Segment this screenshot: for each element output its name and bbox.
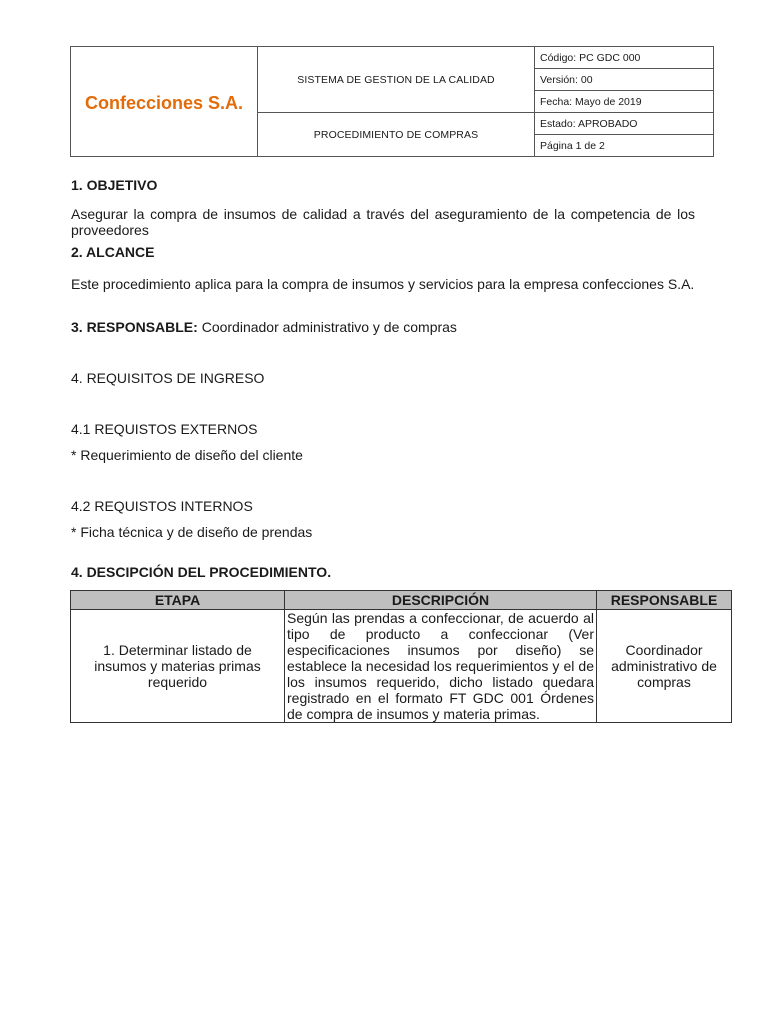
responsable-line — [71, 319, 457, 335]
responsable-cell: Coordinador administrativo de compras — [597, 610, 732, 723]
internos-item: * Ficha técnica y de diseño de prendas — [71, 524, 313, 540]
objetivo-text: Asegurar la compra de insumos de calidad a través del aseguramiento de la competencia de los proveedores — [71, 206, 695, 238]
version-cell: Versión: 00 — [535, 69, 714, 91]
column-header-etapa: ETAPA — [71, 591, 285, 610]
procedure-title: PROCEDIMIENTO DE COMPRAS — [258, 113, 535, 157]
column-header-responsable: RESPONSABLE — [597, 591, 732, 610]
fecha-cell: Fecha: Mayo de 2019 — [535, 91, 714, 113]
alcance-text: Este procedimiento aplica para la compra de insumos y servicios para la empresa confecciones S.A. — [71, 276, 695, 292]
internos-heading: 4.2 REQUISTOS INTERNOS — [71, 498, 253, 514]
responsable-value: Coordinador administrativo y de compras — [197, 319, 457, 335]
estado-cell: Estado: APROBADO — [535, 113, 714, 135]
company-name: Confecciones S.A. — [84, 93, 244, 113]
alcance-heading: 2. ALCANCE — [71, 244, 155, 260]
descripcion-cell: Según las prendas a confeccionar, de acuerdo al tipo de producto a confeccionar (Ver especificaciones insumos por diseño) se establece la necesidad los requerimientos y el de los insumos requerido, dicho listado quedara registrado en el formato FT GDC 001 Órdenes de compra de insumos y materia primas. — [285, 610, 597, 723]
company-logo — [71, 47, 258, 157]
externos-heading: 4.1 REQUISTOS EXTERNOS — [71, 421, 258, 437]
column-header-descripcion: DESCRIPCIÓN — [285, 591, 597, 610]
document-header-table — [70, 46, 714, 157]
procedure-table-header-row — [71, 591, 732, 610]
pagina-cell: Página 1 de 2 — [535, 135, 714, 157]
objetivo-heading: 1. OBJETIVO — [71, 177, 158, 193]
responsable-label: 3. RESPONSABLE: — [71, 319, 198, 335]
system-title: SISTEMA DE GESTION DE LA CALIDAD — [258, 47, 535, 113]
descripcion-heading: 4. DESCIPCIÓN DEL PROCEDIMIENTO. — [71, 564, 332, 580]
codigo-cell: Código: PC GDC 000 — [535, 47, 714, 69]
externos-item: * Requerimiento de diseño del cliente — [71, 447, 303, 463]
etapa-cell: 1. Determinar listado de insumos y materias primas requerido — [71, 610, 285, 723]
procedure-table — [70, 590, 732, 723]
requisitos-heading: 4. REQUISITOS DE INGRESO — [71, 370, 265, 386]
table-row — [71, 610, 732, 723]
